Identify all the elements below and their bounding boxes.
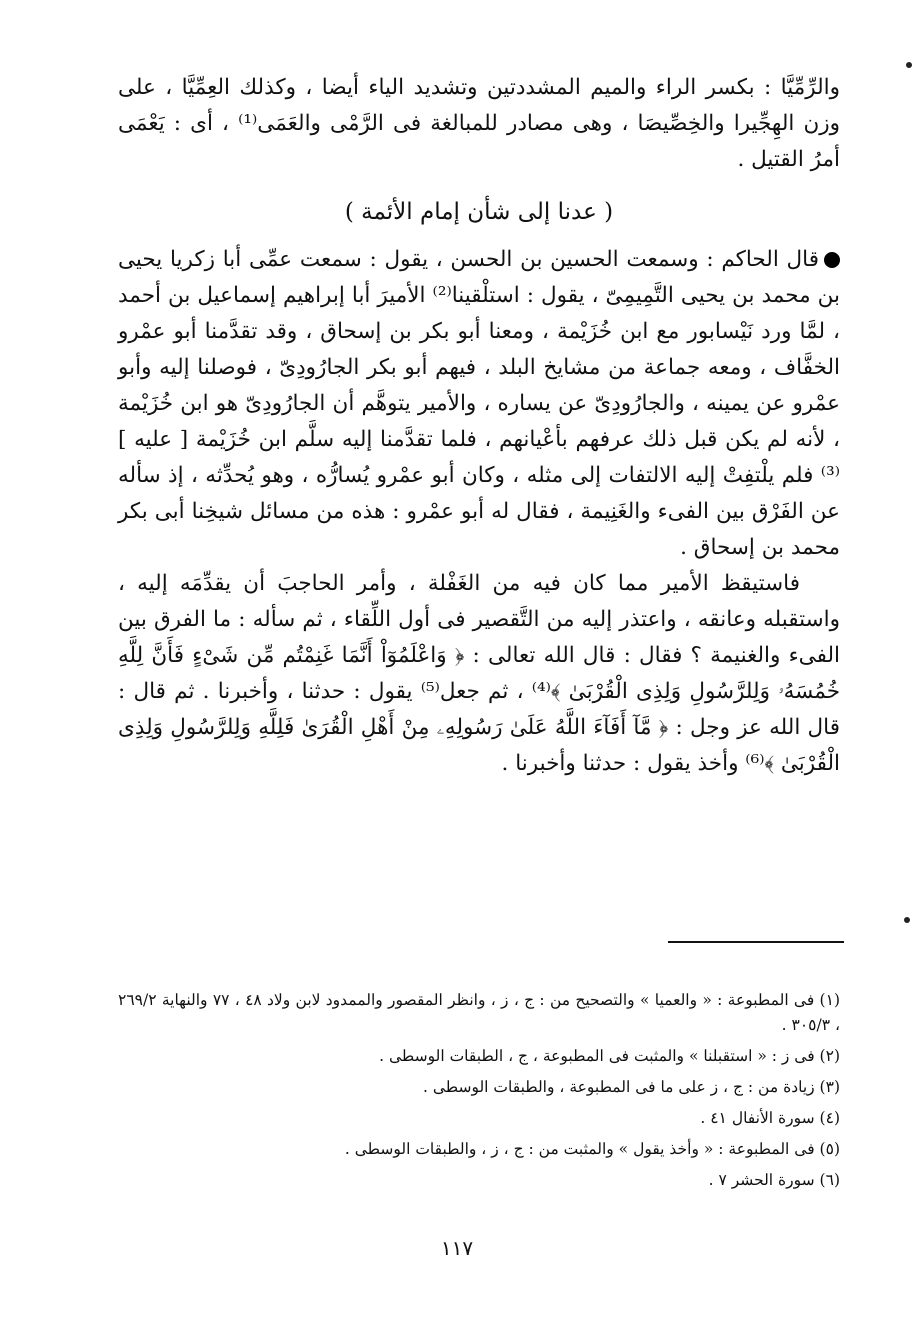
paragraph-narration-text: قال الحاكم : وسمعت الحسين بن الحسن ، يقول : سمعت عمِّى أبا زكريا يحيى بن محمد بن يحيى التَّمِيمِىّ ، يقول : استلْقينا⁽²⁾ الأميرَ أبا إبراهيم إسماعيل بن أحمد ، لمَّا ورد نَيْسابور مع ابن خُزَيْمة ، ومعنا أبو بكر بن إسحاق ، وقد تقدَّمنا أبو عمْرو الخفَّاف ، ومعه جماعة من مشايخ البلد ، فيهم أبو بكر الجارُودِىّ ، فوصلنا إليه وأبو عمْرو عن يمينه ، والجارُودِىّ عن يساره ، والأمير يتوهَّم أن الجارُودِىّ هو ابن خُزَيْمة ، لأنه لم يكن قبل ذلك عرفهم بأعْيانهم ، فلما تقدَّمنا إليه سلَّم ابن خُزَيْمة [ عليه ]⁽³⁾ فلم يلْتفِتْ إليه الالتفات إلى مثله ، وكان أبو عمْرو يُسارُّه ، وهو يُحدِّثه ، إذ سأله عن الفَرْق بين الفىء والغَنِيمة ، فقال له أبو عمْرو : هذه من مسائل شيخِنا أبى بكر محمد بن إسحاق . [118, 247, 840, 560]
paragraph-definition: والرِّمِّيَّا : بكسر الراء والميم المشددتين وتشديد الياء أيضا ، وكذلك العِمِّيَّا ، على وزن الهِجِّيرا والخِصِّيصَا ، وهى مصادر للمبالغة فى الرَّمْى والعَمَى⁽¹⁾ ، أى : يَعْمَى أمرُ القتيل . [118, 75, 841, 172]
footnote: (٤) سورة الأنفال ٤١ . [700, 1109, 840, 1127]
bullet-icon [824, 252, 840, 268]
section-heading: ( عدنا إلى شأن إمام الأئمة ) [344, 199, 614, 225]
page-number: ١١٧ [440, 1236, 474, 1260]
paragraph-answer: فاستيقظ الأمير مما كان فيه من الغَفْلة ، وأمر الحاجبَ أن يقدِّمَه إليه ، واستقبله وعانقه ، واعتذر إليه من التَّقصير فى أول اللِّقاء ، ثم سأله : ما الفرق بين الفىء والغنيمة ؟ فقال : قال الله تعالى : ﴿ وَاعْلَمُوٓاْ أَنَّمَا غَنِمْتُم مِّن شَىْءٍ فَأَنَّ لِلَّهِ خُمُسَهُۥ وَلِلرَّسُولِ وَلِذِى الْقُرْبَىٰ ﴾⁽⁴⁾ ، ثم جعل⁽⁵⁾ يقول : حدثنا ، وأخبرنا . ثم قال : قال الله عز وجل : ﴿ مَّآ أَفَآءَ اللَّهُ عَلَىٰ رَسُولِهِۦ مِنْ أَهْلِ الْقُرَىٰ فَلِلَّهِ وَلِلرَّسُولِ وَلِذِى الْقُرْبَىٰ ﴾⁽⁶⁾ وأخذ يقول : حدثنا وأخبرنا . [118, 571, 840, 776]
paragraph-narration [118, 242, 840, 566]
footnote: (١) فى المطبوعة : « والعميا » والتصحيح من : ج ، ز ، وانظر المقصور والممدود لابن ولاد ٤٨ ، ٧٧ والنهاية ٢٦٩/٢ ، ٣٠٥/٣ . [118, 991, 840, 1034]
footnote-divider [668, 941, 844, 943]
footnote: (٢) فى ز : « استقبلنا » والمثبت فى المطبوعة ، ج ، الطبقات الوسطى . [379, 1047, 840, 1065]
scan-mark [906, 62, 912, 68]
footnotes [118, 988, 840, 1199]
footnote: (٦) سورة الحشر ٧ . [708, 1171, 840, 1189]
scan-mark [904, 917, 910, 923]
footnote: (٣) زيادة من : ج ، ز على ما فى المطبوعة ، والطبقات الوسطى . [422, 1078, 840, 1096]
main-text-block [118, 70, 840, 782]
footnote: (٥) فى المطبوعة : « وأخذ يقول » والمثبت من : ج ، ز ، والطبقات الوسطى . [344, 1140, 840, 1158]
